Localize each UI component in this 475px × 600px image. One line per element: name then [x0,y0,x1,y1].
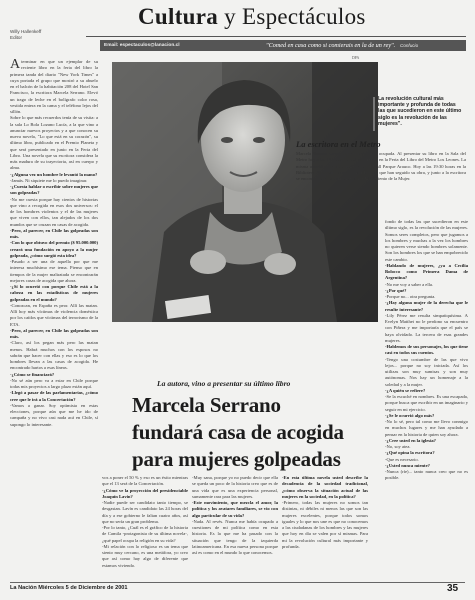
byline-role: Editor [10,34,23,40]
section-title-rest: y Espectáculos [224,4,366,29]
article-paragraph: -Nada. Al revés. Nunca me había ocupado a cuestiones de mi política como en esta historia. Es la que me ha pasado con la situación que tengo de la izquierda latinoamericana. En esa nueva persona porque así es como en el mundo lo que conocemos. [192,518,278,555]
page-number: 35 [447,583,459,594]
interview-question: -¿Usted nunca miente? [385,462,430,468]
email-address[interactable]: Email: espectaculos@lanacion.cl [104,43,180,48]
header-rule [86,36,466,37]
article-paragraph: -Lily Pérez me resulta simpatiquísima. A Evelyn Matthei no le perdono su encuentro con Piñera y me importaría que el país se haya olvidado. La tercera de esas grandes mujeres. [385,312,468,343]
article-paragraph: -Nunca (ríe)... tanto nunca creo que no es posible. [385,469,468,481]
article-paragraph: -Muy sana, porque yo no puedo decir que ella se queda un poco de la historia creo que es de una vida que es una experiencia personal, sumamente rara para las mujeres. [192,475,278,499]
article-paragraph: -Primero, todas las mujeres no somos tan distintas, ni débiles ni menos las que son las mujeres excelentes, porque todos somos iguales y lo que nos une es que no conocemos a las ciudadanas de los hombres y las mujeres que hoy en día se valen por sí mismas. Para mi la revolución cultural más importante y profunda. [282,500,368,549]
article-paragraph: -Porque no... otra pregunta. [385,294,436,299]
interview-question: -¿Cuesta hablar o escribir sobre mujeres que son golpeadas? [10,184,98,196]
interview-question: -¿Sí lo ocurrió con porque Chile está a la cabeza en las estadísticas de mujeres golpeadas en el mundo? [10,284,98,302]
photo-credit: DPA [352,56,360,60]
byline-name: Willy Hallenkeff [10,29,42,34]
interview-question: -Hablando de mujeres, ¿ya a Cecilia Bolocco como Primera Dama de Argentina? [385,262,468,281]
article-paragraph: -No me cuesta porque hay cientos de historias que vino a recogida en esos dos universos: el de los hombres violentos y el de las mujeres que viven con ellos, tan alejados de los dos mundos que se cruzan en casas de acogida. [10,196,98,227]
article-paragraph: -Claro, así los pegan más pero las matan menos. Habrá muchos con los esposos no sabrán que hacer con ellas y eso es lo que los hombres llevan a las casas de acogida. He encontrado hartos a esas líneas. [10,340,98,371]
slogan-source: Confucio [400,43,419,48]
interview-question: -¿Hay alguna mujer de la derecha que le resulte interesante? [385,300,468,312]
article-paragraph: -Pasado a ser una de aquella por que me interesa muchísimo ese tema. Pienso que en tiempos de la mujer maltratada se encontrarán mejores casas de acogida que ahora. [10,259,98,283]
interview-question: -¿Cómo ve la proyección del presidenciable Joaquín Lavín? [102,487,188,499]
sidebar-text: Marcela Serrano tuvo ayer una tarde muy ocupada. Al presentar su libro en la Sala del Metro hoy a las 19 horas firmará ejemplares en la Feria del Libro del Metro Los Leones. La misma actividad realizará mañana en el Mall Parque Arauco. Hoy a las 19:30 horas en la Biblioteca Nacional conversará con lectores que han seguido su obra, y junto a la escritora se encontrarán en la sala mujeres del Movimiento de la Mujer. [296,151,466,181]
article-paragraph: fondo de todas las que sucedieron en este último siglo, es la revolución de las mujeres. Somos seres completos, pero que jugamos a los hombres y muchas a la vez los hombres no quieren verse siendo hombres solamente. Son los hombres los que se han empobrecido este cambio. [385,219,468,262]
article-paragraph: -Por lo tanto, ¿Cuál es el gráfico de la historia de Camila -protagonista de su última novela-, ¿qué papel ocupa la religión en su vida? [102,525,188,543]
article-column-left [10,57,98,427]
interview-question: -¿A quién se refiere? [385,387,426,393]
author-photo [112,62,378,322]
article-paragraph: -No, soy atea. [385,444,411,449]
article-paragraph: vos a poner el 50 % y eso es un éxito mientras que el 13 será de la Concertación. [102,475,188,487]
interview-question: -¿Se le ocurrió algo más? [385,412,435,418]
photo-caption: La autora, vino a presentar su último libro [157,379,291,388]
pull-quote [378,96,464,127]
byline [10,29,41,40]
headline-line-1: Marcela Serrano [132,393,281,417]
article-paragraph: -No sé aún pero va a estar en Chile porque todas mis proyectos a largo plazo están aquí. [10,377,98,389]
article-paragraph: -Jamás. Ni siquiete me lo puedo imaginar. [10,177,88,183]
slogan: "Comed en casa como si comierais en la de un rey". [266,42,396,49]
interview-question: -¿Cree usted en la iglesia? [385,437,436,443]
sidebar-title: La escritora en el Metro [296,139,381,149]
headline-line-2: fundará casa de acogida [132,420,344,444]
article-paragraph: -No lo sé, pero tal como me llevo conmigo en muchos lugares y me han ayudado a pensar en la historia de quien soy ahora. [385,419,468,437]
interview-question: -¿Cómo se financiará? [10,371,55,377]
footer-rule [10,582,465,583]
pull-quote-text: La revolución cultural más importante y profunda de todas las que sucedieron en este último siglo es la revolución de las mujeres". [378,96,462,127]
article-paragraph: -Vamos a ganar. Soy optimista en estas elecciones, porque aún que me he ido de campaña y no vivo casi nada acá en Chile, sí supongo lo interesante. [10,402,98,427]
article-column-bottom-3 [282,475,368,580]
interview-question: -Este movimiento, que mezcla el amor, la política y los avatares familiares, se vio con algo particular de su vida? [192,500,278,518]
interview-question: -Pero, al parecer, en Chile las golpeadas son más. [10,327,98,339]
interview-question: -¿Por qué? [385,287,407,293]
article-paragraph: -Se la escuché en nombres. Es una escapada, porque busca que escribir en un imaginario y seguir en mi ejercicio. [385,394,468,412]
interview-question: -Hablemos de sus personajes, los que tiene casi en todos sus cuentos. [385,344,468,356]
article-paragraph: -Mi relación con lo religioso es un tema que siento muy cercano, es una metáfora, yo creo que así como hay algo de diferente que estamos viviendo. [102,543,188,568]
section-title [138,4,366,30]
author-portrait-image [112,62,378,322]
interview-question: -Pero, al parecer, en Chile las golpeadas son más. [10,227,98,239]
article-paragraph: -Tengo una costumbre de las que vivo lejos... porque no soy iniciada. Así los utilizas son muy sumisas y son muy autónomas. Nos hay un homenaje a la soledad y a la mujer. [385,356,468,387]
article-column-right [385,219,468,481]
article-paragraph: Aterminar en que un ejemplar de su reciente libro en la feria del libro la primera tanda del diario "New York Times" a cuya portada el grupo que mostró a su abuelo en el balcón de la habitación 208 del Hotel San Francisco, la escritora Marcela Serrano. Elevó un trago de leche en el bolígrafo color rosa, vestida entera en la cama y el teléfono lejos del sillón. [10,57,98,114]
sidebar-body [296,151,466,182]
headline-line-3: para mujeres golpeadas [132,447,341,471]
article-column-bottom-2 [192,475,278,580]
article-paragraph: -Que es necesario. [385,456,419,462]
footer-info [10,585,128,591]
article-paragraph: -Conozcan, en España es peor. Allí las matan. Allí hoy más víctimas de violencia doméstica por los caídos que víctimas del terrorismo de la ETA. [10,302,98,327]
newspaper-name: La Nación [10,585,37,591]
interview-question: -¿Qué opina la escritora? [385,450,435,456]
article-column-bottom-1 [102,475,188,580]
article-paragraph: -Nadie puede ser candidato tanto tiempo, se desgastan. Lavín es candidato las 24 horas del día y a ese gobierno le faltan cuatro años, así que no sería un gran problema. [102,500,188,524]
article-paragraph: Sobre lo que más recuerdos tenía de su visita: a la sala Lo Bola Lozano Lucía, a la que vino a anunciar nuevos proyectos y a que conocen su nueva novela, "Lo que está en su corazón", su último libro, publicado en el Premio Planeta y que será presentado en junio en la Feria del Libro. Una novela que su escritora considera la más madura de su trayectoria, así en cuerpo y alma. [10,115,98,171]
article-paragraph: -No me voy a saber a ella. [385,281,434,287]
section-title-bold: Cultura [138,4,219,29]
publication-date: Miércoles 5 de Diciembre de 2001 [38,585,128,591]
pull-quote-bar [373,97,375,131]
email-bar [100,40,466,51]
interview-question: -¿Alguna vez un hombre le levantó la mano? [10,171,98,177]
interview-question: -Llegó a pasar de las parlamentarias, ¿cómo cree que le irá a la Concertación? [10,390,98,402]
interview-question: -En esta última novela usted describe la decadencia de la sociedad tradicional, ¿cómo observa la situación actual de las mujeres en la sociedad, en la política? [282,475,368,499]
interview-question: -Con lo que obtuvo del premio ($ 95.000.000) creará una fundación en apoyo a la mujer golpeada, ¿cómo surgió esta idea? [10,240,98,258]
